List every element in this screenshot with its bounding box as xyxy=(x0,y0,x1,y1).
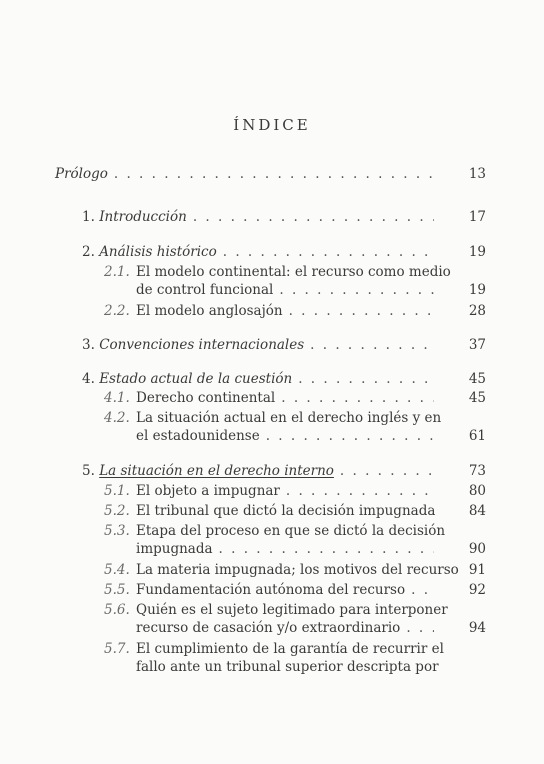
toc-page-number: 45 xyxy=(468,390,486,406)
toc-entry-number: 4.2. xyxy=(104,410,130,426)
toc-leader-dots xyxy=(266,427,434,445)
toc-entry-garantia-recurrir xyxy=(104,640,486,676)
toc-entry-prologo xyxy=(55,165,486,183)
toc-entry-label: Fundamentación autónoma del recurso xyxy=(136,582,406,598)
toc-leader-dots xyxy=(406,619,434,637)
toc-entry-number: 2.1. xyxy=(104,264,130,280)
toc-leader-dots xyxy=(411,581,434,599)
toc-entry-modelo-continental xyxy=(104,263,486,299)
toc-entry-label: Etapa del proceso en que se dictó la decisión xyxy=(136,523,446,539)
toc-leader-dots xyxy=(286,482,434,500)
toc-page-number: 19 xyxy=(468,244,486,260)
toc-entry-number: 4.1. xyxy=(104,390,130,406)
toc-entry-number: 5.4. xyxy=(104,562,130,578)
toc-entry-label: La materia impugnada; los motivos del recurso xyxy=(136,562,459,578)
toc-entry-label: El modelo anglosajón xyxy=(136,303,283,319)
toc-page-number: 84 xyxy=(468,503,486,519)
toc-page-number: 13 xyxy=(468,166,486,182)
toc-entry-label: Convenciones internacionales xyxy=(99,337,305,353)
toc-page-number: 73 xyxy=(468,463,486,479)
toc-entry-label: El cumplimiento de la garantía de recurrir el xyxy=(136,641,444,657)
toc-entry-etapa-proceso xyxy=(104,522,486,558)
toc-entry-number: 5.7. xyxy=(104,641,130,657)
toc-leader-dots xyxy=(298,370,434,388)
toc-page-number: 94 xyxy=(468,620,486,636)
toc-entry-label: Estado actual de la cuestión xyxy=(99,371,293,387)
toc-page-number: 37 xyxy=(468,337,486,353)
toc-entry-label-cont: el estadounidense xyxy=(136,428,260,444)
toc-page-number: 92 xyxy=(468,582,486,598)
toc-leader-dots xyxy=(219,540,434,558)
toc-entry-label: El objeto a impugnar xyxy=(136,483,280,499)
toc-entry-label: El modelo continental: el recurso como medio xyxy=(136,264,451,280)
toc-entry-label-cont: de control funcional xyxy=(136,282,274,298)
toc-entry-objeto-impugnar xyxy=(104,482,486,500)
toc-entry-analisis-historico xyxy=(82,243,486,261)
toc-entry-label: La situación en el derecho interno xyxy=(99,463,334,479)
toc-entry-label: Quién es el sujeto legitimado para interponer xyxy=(136,602,448,618)
toc-entry-number: 5. xyxy=(82,463,95,479)
toc-entry-number: 4. xyxy=(82,371,95,387)
toc-page-number: 17 xyxy=(468,209,486,225)
page-title: ÍNDICE xyxy=(233,116,311,134)
toc-entry-label: Introducción xyxy=(99,209,187,225)
toc-page-number: 80 xyxy=(468,483,486,499)
toc-leader-dots xyxy=(193,208,434,226)
toc-page-number: 28 xyxy=(468,303,486,319)
toc-entry-number: 5.2. xyxy=(104,503,130,519)
toc-entry-label: La situación actual en el derecho inglés y en xyxy=(136,410,442,426)
toc-entry-number: 1. xyxy=(82,209,95,225)
toc-entry-derecho-continental xyxy=(104,389,486,407)
toc-leader-dots xyxy=(310,336,434,354)
toc-page-number: 19 xyxy=(468,282,486,298)
toc-entry-label-cont: impugnada xyxy=(136,541,213,557)
toc-entry-number: 2. xyxy=(82,244,95,260)
toc-entry-sujeto-legitimado xyxy=(104,601,486,637)
toc-entry-number: 5.3. xyxy=(104,523,130,539)
toc-entry-materia-impugnada xyxy=(104,561,486,579)
toc-leader-dots xyxy=(114,165,434,183)
toc-entry-number: 5.6. xyxy=(104,602,130,618)
toc-entry-number: 2.2. xyxy=(104,303,130,319)
toc-entry-estado-actual xyxy=(82,370,486,388)
toc-entry-modelo-anglosajon xyxy=(104,302,486,320)
toc-entry-introduccion xyxy=(82,208,486,226)
toc-leader-dots xyxy=(340,462,434,480)
toc-entry-label-cont: recurso de casación y/o extraordinario xyxy=(136,620,401,636)
toc-entry-number: 5.1. xyxy=(104,483,130,499)
toc-entry-label: Prólogo xyxy=(55,166,108,182)
toc-page-number: 45 xyxy=(468,371,486,387)
toc-entry-convenciones xyxy=(82,336,486,354)
toc-page-number: 91 xyxy=(468,562,486,578)
toc-entry-derecho-ingles xyxy=(104,409,486,445)
toc-entry-label: Derecho continental xyxy=(136,390,276,406)
toc-leader-dots xyxy=(289,302,434,320)
toc-leader-dots xyxy=(279,281,434,299)
toc-entry-label: El tribunal que dictó la decisión impugnada xyxy=(136,503,436,519)
toc-leader-dots xyxy=(281,389,434,407)
toc-entry-label-cont: fallo ante un tribunal superior descripta por xyxy=(136,659,439,675)
toc-entry-fundamentacion xyxy=(104,581,486,599)
toc-entry-number: 5.5. xyxy=(104,582,130,598)
toc-entry-number: 3. xyxy=(82,337,95,353)
toc-entry-tribunal xyxy=(104,502,486,520)
toc-leader-dots xyxy=(223,243,434,261)
toc-page-number: 61 xyxy=(468,428,486,444)
toc-entry-label: Análisis histórico xyxy=(99,244,217,260)
toc-entry-derecho-interno xyxy=(82,462,486,480)
toc-page-number: 90 xyxy=(468,541,486,557)
